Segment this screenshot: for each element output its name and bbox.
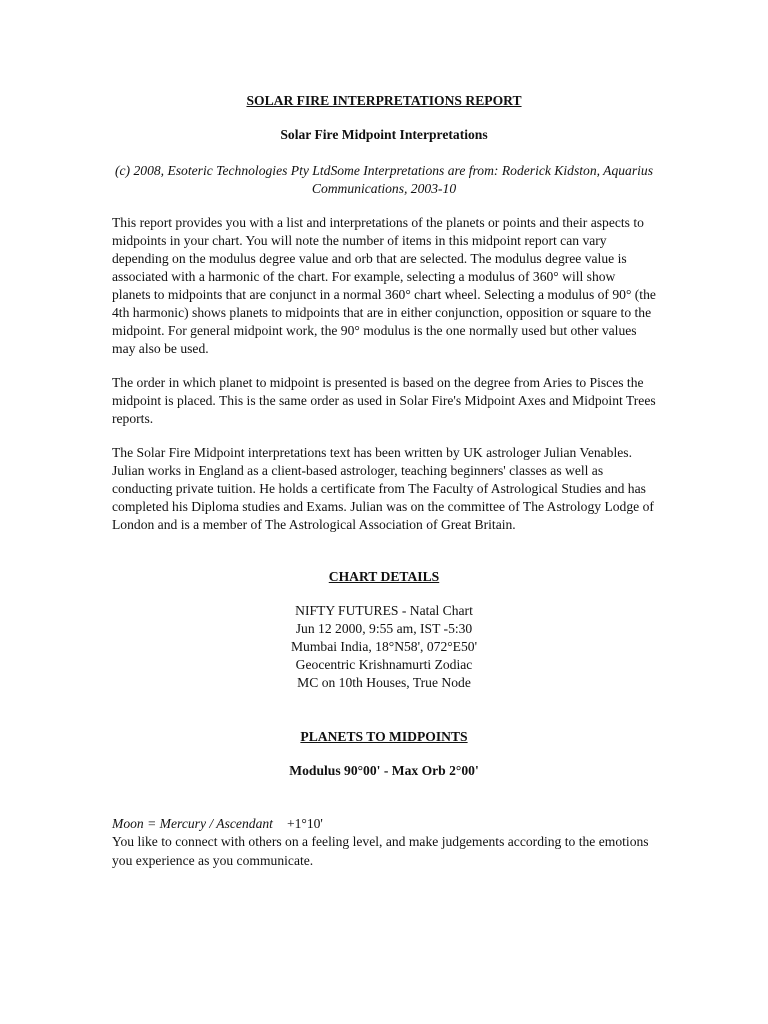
midpoint-interpretation: You like to connect with others on a feeling level, and make judgements according to the emotions you experience as you communicate. (112, 834, 649, 868)
order-paragraph: The order in which planet to midpoint is presented is based on the degree from Aries to Pisces the midpoint is placed. This is the same order as used in Solar Fire's Midpoint Axes and Midpoint Trees reports. (112, 375, 656, 426)
intro-paragraph: This report provides you with a list and interpretations of the planets or points and their aspects to midpoints in your chart. You will note the number of items in this midpoint report can vary depending on the modulus degree value and orb that are selected. The modulus degree value is associated with a harmonic of the chart. For example, selecting a modulus of 360° will show planets to midpoints that are conjunct in a normal 360° chart wheel. Selecting a modulus of 90° (the 4th harmonic) shows planets to midpoints that are in either conjunction, opposition or square to the midpoint. For general midpoint work, the 90° modulus is the one normally used but other values may also be used. (112, 215, 656, 356)
midpoint-formula: Moon = Mercury / Ascendant (112, 816, 273, 831)
report-page (112, 92, 656, 870)
chart-location: Mumbai India, 18°N58', 072°E50' (290, 639, 478, 654)
planets-to-midpoints-heading: PLANETS TO MIDPOINTS (300, 729, 468, 744)
report-subtitle: Solar Fire Midpoint Interpretations (280, 127, 488, 142)
midpoint-entry (112, 816, 656, 870)
chart-details-block (112, 602, 656, 692)
chart-details-heading: CHART DETAILS (328, 569, 440, 584)
copyright-notice: (c) 2008, Esoteric Technologies Pty LtdSome Interpretations are from: Roderick Kidston, Aquarius Communications, 2003-10 (114, 163, 654, 196)
midpoint-entry-title (112, 816, 656, 832)
midpoint-orb: +1°10' (286, 816, 323, 831)
author-paragraph: The Solar Fire Midpoint interpretations text has been written by UK astrologer Julian Venables. Julian works in England as a client-based astrologer, teaching beginners' classes as well as conducting private tuition. He holds a certificate from The Faculty of Astrological Studies and has completed his Diploma studies and Exams. Julian was on the committee of The Astrology Lodge of London and is a member of The Astrological Association of Great Britain. (112, 445, 654, 532)
chart-date: Jun 12 2000, 9:55 am, IST -5:30 (295, 621, 473, 636)
modulus-line: Modulus 90°00' - Max Orb 2°00' (289, 763, 479, 778)
chart-name: NIFTY FUTURES - Natal Chart (295, 603, 473, 618)
chart-zodiac: Geocentric Krishnamurti Zodiac (295, 657, 473, 672)
report-title: SOLAR FIRE INTERPRETATIONS REPORT (246, 93, 522, 108)
chart-houses: MC on 10th Houses, True Node (297, 675, 471, 690)
